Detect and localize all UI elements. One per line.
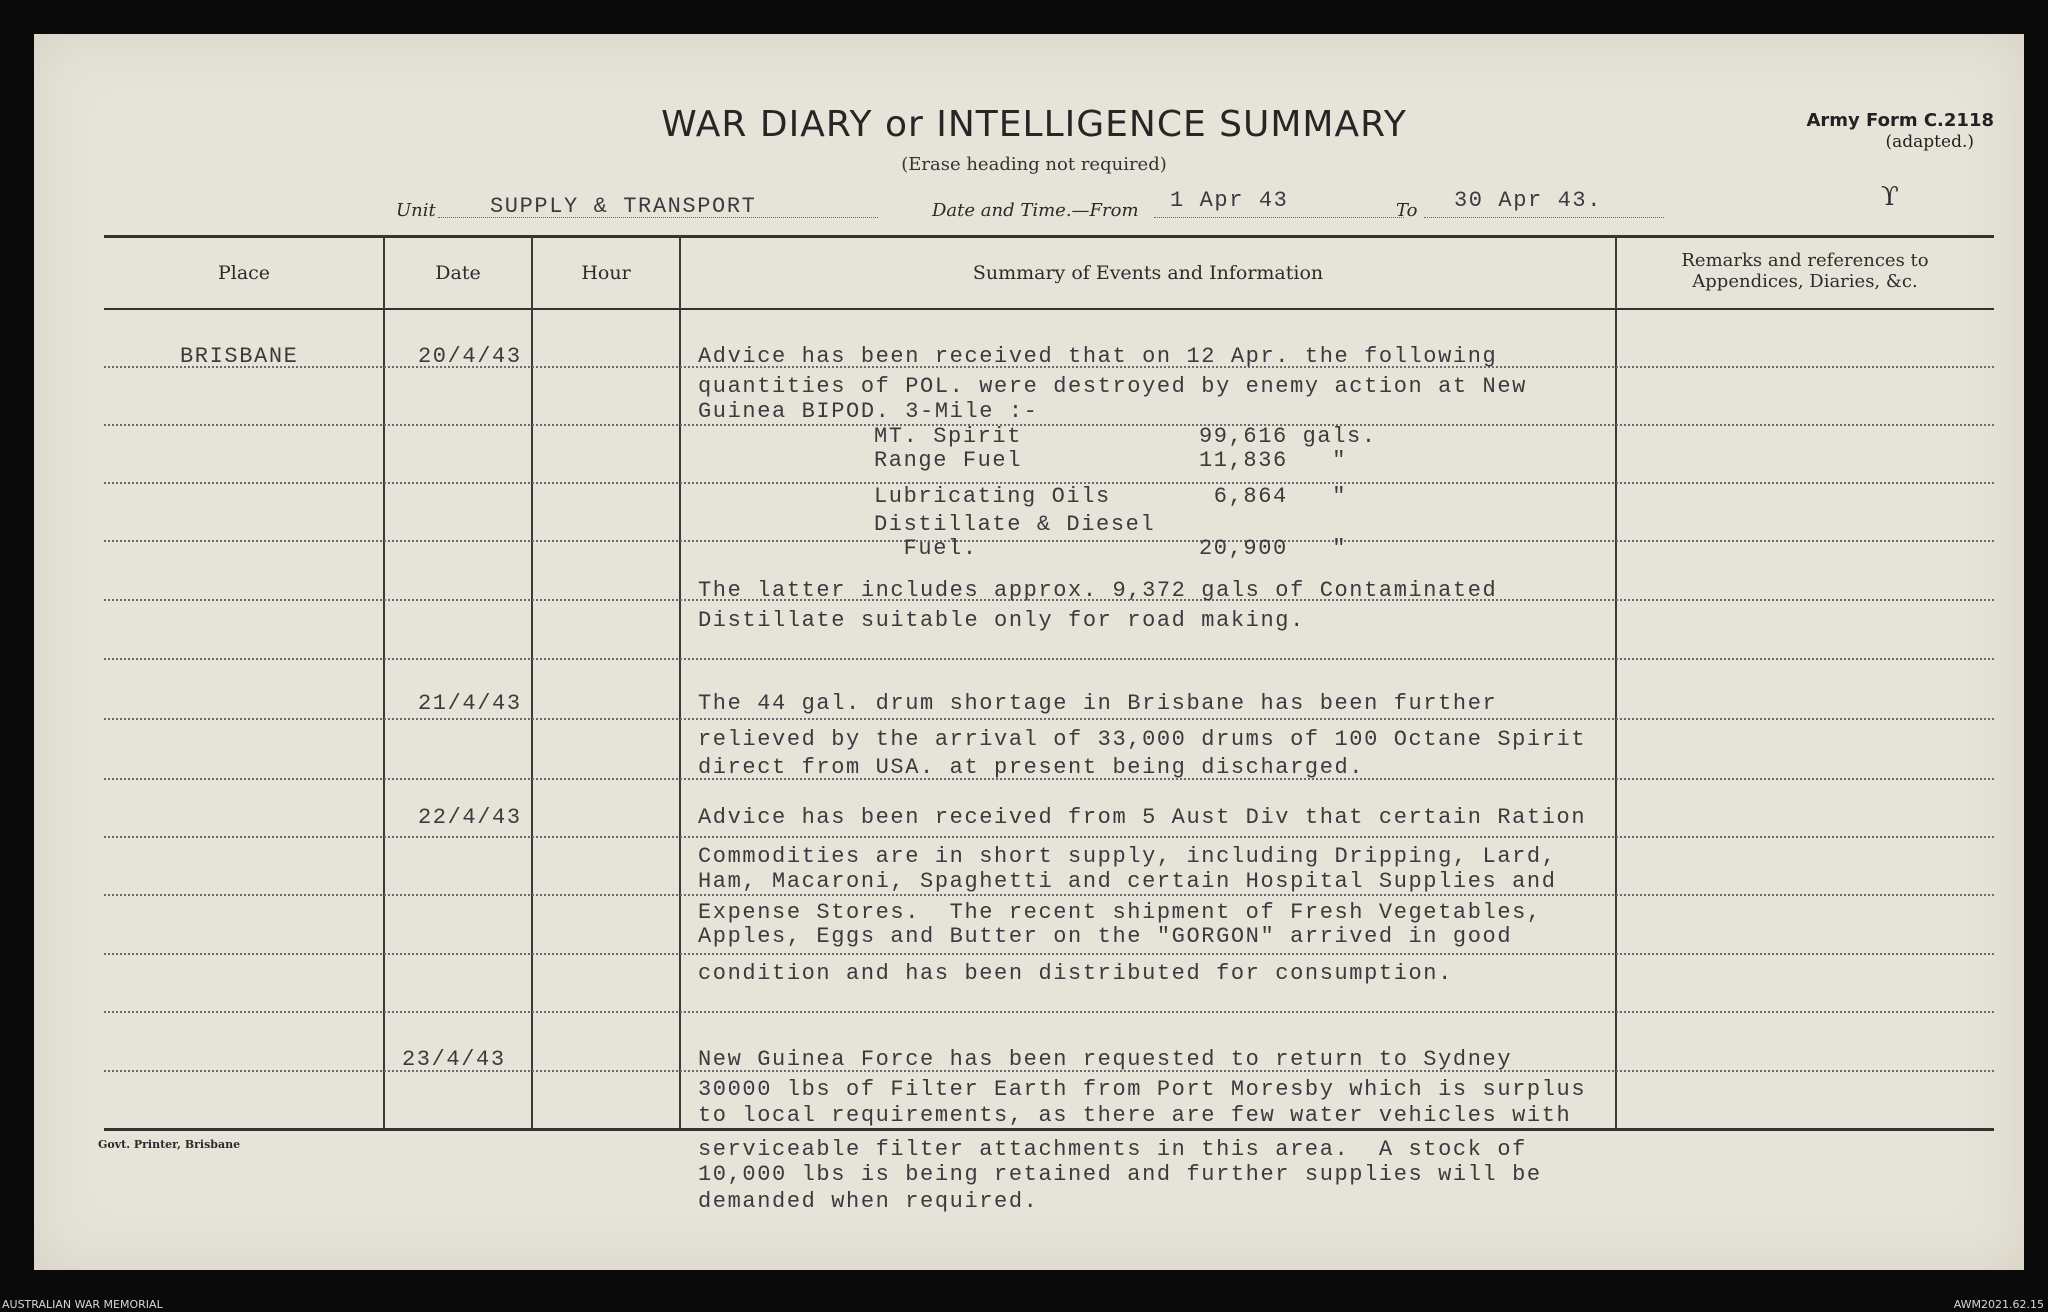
entry-date: 20/4/43 [418, 344, 522, 369]
col-header-place: Place [217, 262, 271, 284]
col-header-remarks-line1: Remarks and references to [1681, 250, 1929, 271]
col-header-remarks-line2: Appendices, Diaries, &c. [1692, 271, 1918, 292]
pol-item: Distillate & Diesel [874, 512, 1156, 537]
army-form-adapted: (adapted.) [1885, 132, 1974, 152]
pol-item: Fuel. [874, 536, 978, 561]
summary-line: to local requirements, as there are few water vehicles with [698, 1103, 1572, 1128]
summary-line: quantities of POL. were destroyed by enemy action at New [698, 374, 1527, 399]
col-divider-date [531, 235, 533, 1128]
ruled-line [104, 658, 1994, 660]
ruled-line [104, 836, 1994, 838]
summary-line: Advice has been received that on 12 Apr. the following [698, 344, 1498, 369]
unit-label: Unit [396, 200, 436, 221]
form-subtitle: (Erase heading not required) [901, 154, 1167, 175]
pol-quantity: 11,836 " [1199, 448, 1348, 473]
pol-item: Lubricating Oils [874, 484, 1111, 509]
to-label: To [1396, 200, 1418, 221]
summary-line: Advice has been received from 5 Aust Div that certain Ration [698, 805, 1587, 830]
archive-accession-number: AWM2021.62.15 [1953, 1298, 2044, 1311]
place-value: BRISBANE [180, 344, 299, 369]
summary-line: relieved by the arrival of 33,000 drums of 100 Octane Spirit [698, 727, 1587, 752]
entry-date: 22/4/43 [418, 805, 522, 830]
from-date-value: 1 Apr 43 [1170, 188, 1289, 213]
summary-line: 10,000 lbs is being retained and further supplies will be [698, 1162, 1542, 1187]
entry-date: 23/4/43 [402, 1047, 506, 1072]
pol-quantity: 6,864 " [1199, 484, 1348, 509]
ruled-line [104, 718, 1994, 720]
summary-line: Commodities are in short supply, including Dripping, Lard, [698, 844, 1557, 869]
summary-line: Ham, Macaroni, Spaghetti and certain Hospital Supplies and [698, 869, 1557, 894]
ruled-line [104, 424, 1994, 426]
table-top-rule [104, 235, 1994, 238]
summary-line: Guinea BIPOD. 3-Mile :- [698, 399, 1039, 424]
to-underline [1424, 217, 1664, 218]
col-header-summary: Summary of Events and Information [972, 262, 1324, 284]
archive-source-label: AUSTRALIAN WAR MEMORIAL [2, 1298, 163, 1311]
summary-line: Distillate suitable only for road making. [698, 608, 1305, 633]
to-date-value: 30 Apr 43. [1454, 188, 1603, 213]
summary-line: direct from USA. at present being discharged. [698, 755, 1365, 780]
col-divider-hour [679, 235, 681, 1128]
ruled-line [104, 540, 1994, 542]
pol-item: MT. Spirit [874, 424, 1023, 449]
date-time-label: Date and Time.—From [932, 200, 1139, 221]
entry-date: 21/4/43 [418, 691, 522, 716]
col-header-date: Date [435, 262, 481, 284]
summary-line: 30000 lbs of Filter Earth from Port Moresby which is surplus [698, 1077, 1587, 1102]
pol-item: Range Fuel [874, 448, 1023, 473]
pol-quantity: 20,900 " [1199, 536, 1348, 561]
summary-line: New Guinea Force has been requested to return to Sydney [698, 1047, 1513, 1072]
col-header-hour: Hour [581, 262, 631, 284]
diary-sheet [34, 34, 2024, 1270]
summary-line: Expense Stores. The recent shipment of Fresh Vegetables, [698, 900, 1542, 925]
header-bottom-rule [104, 308, 1994, 310]
printer-credit: Govt. Printer, Brisbane [98, 1138, 241, 1151]
summary-line: The latter includes approx. 9,372 gals of Contaminated [698, 578, 1498, 603]
summary-line: Apples, Eggs and Butter on the "GORGON" arrived in good [698, 924, 1513, 949]
army-form-number: Army Form C.2118 [1806, 110, 1994, 131]
summary-line: The 44 gal. drum shortage in Brisbane has been further [698, 691, 1498, 716]
form-title: WAR DIARY or INTELLIGENCE SUMMARY [661, 104, 1407, 145]
pol-quantity: 99,616 gals. [1199, 424, 1377, 449]
from-underline [1154, 217, 1404, 218]
summary-line: serviceable filter attachments in this area. A stock of [698, 1137, 1527, 1162]
ruled-line [104, 953, 1994, 955]
summary-line: condition and has been distributed for consumption. [698, 961, 1453, 986]
corner-handwritten-mark: ϒ [1881, 182, 1899, 212]
col-divider-place [383, 235, 385, 1128]
summary-line: demanded when required. [698, 1189, 1039, 1214]
table-bottom-rule [104, 1128, 1994, 1131]
unit-value: SUPPLY & TRANSPORT [490, 194, 757, 219]
col-divider-summary [1615, 235, 1617, 1128]
ruled-line [104, 894, 1994, 896]
ruled-line [104, 1011, 1994, 1013]
